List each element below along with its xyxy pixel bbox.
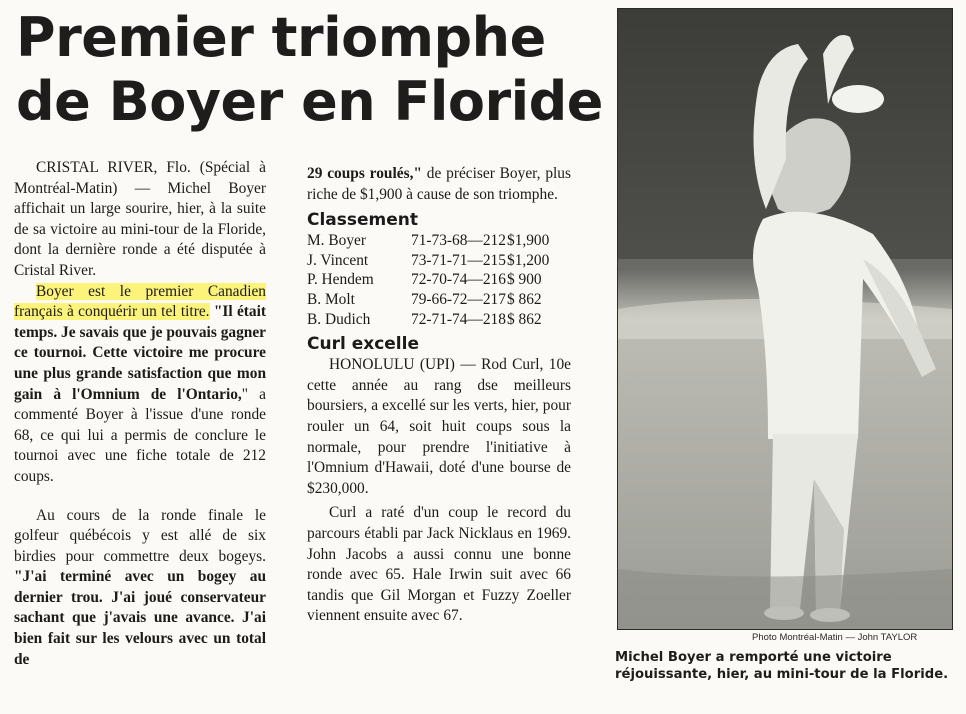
player-prize: $1,200	[507, 251, 550, 269]
player-scores: 72-70-74—216	[411, 271, 506, 289]
golfer-photo	[617, 8, 953, 630]
player-scores: 72-71-74—218	[411, 310, 506, 328]
player-prize: $1,900	[507, 232, 550, 250]
player-scores: 79-66-72—217	[411, 290, 506, 308]
photo-caption: Michel Boyer a remporté une victoire réjouissante, hier, au mini-tour de la Floride.	[615, 650, 949, 682]
standings-row	[307, 290, 569, 310]
player-prize: $ 862	[507, 290, 542, 308]
standings-row	[307, 270, 569, 290]
sidebar-story-paragraph-2: Curl a raté d'un coup le record du parcours établi par Jack Nicklaus en 1969. John Jacobs a aussi connu une bonne ronde avec 65. Hale Irwin suit avec 66 tandis que Gil Morgan et Fuzzy Zoeller viennent ensuite avec 67.	[307, 504, 571, 625]
standings-table	[307, 231, 569, 329]
player-prize: $ 900	[507, 271, 542, 289]
player-prize: $ 862	[507, 310, 542, 328]
standings-title: Classement	[307, 210, 419, 231]
article-column-1	[14, 158, 266, 670]
paragraph-3-quote: "J'ai terminé avec un bogey au dernier trou. J'ai joué conservateur sachant que j'avais une avance. J'ai bien fait sur les velours avec un total de	[14, 568, 266, 668]
article-paragraph-1: CRISTAL RIVER, Flo. (Spécial à Montréal-Matin) — Michel Boyer affichait un large sourire, hier, à la suite de sa victoire au mini-tour de la Floride, dont la dernière ronde a été disputée à Cristal River.	[14, 159, 266, 279]
continuation-text: de préciser Boyer, plus riche de $1,900 à cause de son triomphe.	[307, 165, 571, 203]
standings-row	[307, 231, 569, 251]
article-paragraph-3	[14, 506, 266, 671]
golfer-photo-illustration	[618, 9, 952, 629]
photo-credit: Photo Montréal-Matin — John TAYLOR	[752, 632, 918, 643]
sidebar-story-title: Curl excelle	[307, 334, 419, 355]
standings-row	[307, 310, 569, 330]
highlighted-sentence: Boyer est le premier Canadien français à conquérir un tel titre.	[14, 282, 266, 321]
headline-line-1: Premier triomphe	[16, 6, 546, 69]
sidebar-story-paragraph-1: HONOLULU (UPI) — Rod Curl, 10e cette année au rang dse meilleurs boursiers, a excellé sur les verts, hier, pour rouler un 64, soit huit coups sous la normale, pour prendre l'initiative à l'Omnium d'Hawaii, doté d'une bourse de $230,000.	[307, 356, 571, 497]
article-continuation	[307, 164, 571, 205]
continuation-bold: 29 coups roulés,"	[307, 165, 422, 182]
player-name: J. Vincent	[307, 251, 369, 269]
player-scores: 71-73-68—212	[411, 232, 506, 250]
standings-row	[307, 251, 569, 271]
player-name: B. Molt	[307, 290, 355, 308]
player-name: M. Boyer	[307, 232, 366, 250]
quote-bold: "Il était temps. Je savais que je pouvais gagner ce tournoi. Cette victoire me procure une plus grande satisfaction que mon gain à l'Omnium de l'Ontario,	[14, 303, 266, 403]
headline-line-2: de Boyer en Floride	[16, 70, 603, 133]
headline	[16, 6, 603, 134]
player-name: P. Hendem	[307, 271, 374, 289]
article-paragraph-2	[14, 282, 266, 488]
player-name: B. Dudich	[307, 310, 371, 328]
article-column-2	[307, 164, 571, 627]
player-scores: 73-71-71—215	[411, 251, 506, 269]
quote-attribution: " a commenté Boyer à l'issue d'une ronde 68, ce qui lui a permis de conclure le tournoi avec une fiche totale de 212 coups.	[14, 385, 266, 485]
paragraph-3-text: Au cours de la ronde finale le golfeur québécois y est allé de six birdies pour commettre deux bogeys.	[14, 506, 266, 565]
